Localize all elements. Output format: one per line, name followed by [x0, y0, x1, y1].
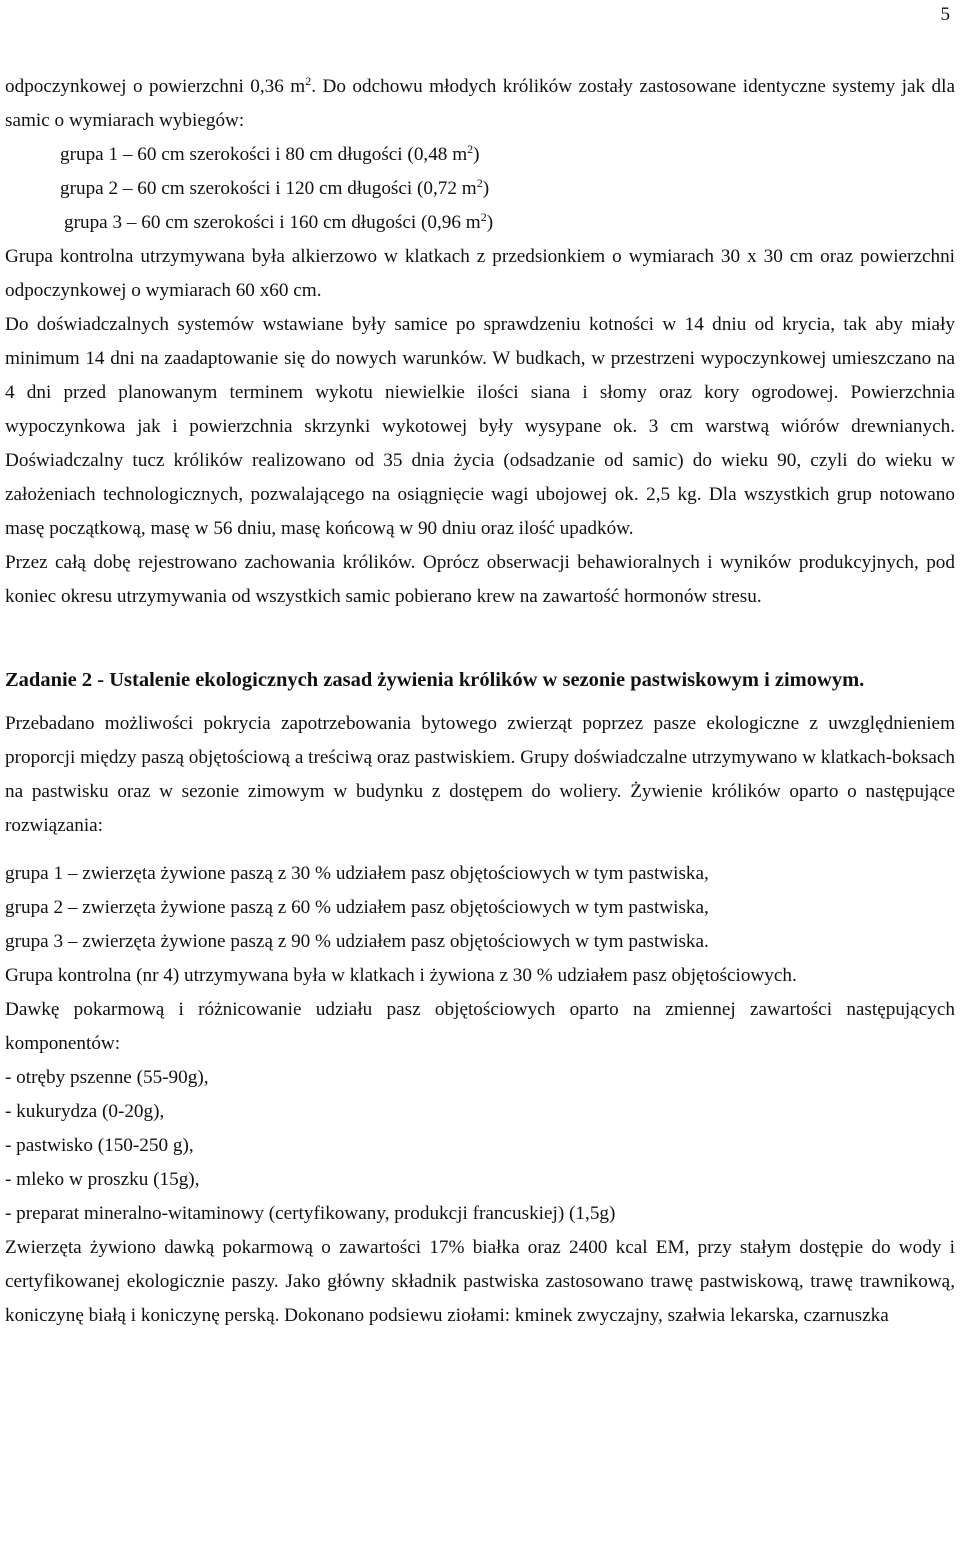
paragraph-ration-intro: Dawkę pokarmową i różnicowanie udziału pasz objętościowych oparto na zmiennej zawartości następujących komponentów:	[5, 999, 955, 1054]
paragraph-feeding-intro: Przebadano możliwości pokrycia zapotrzebowania bytowego zwierząt poprzez pasze ekologiczne z uwzględnieniem proporcji między paszą objętościową a treściwą oraz pastwiskiem. Grupy doświadczalne utrzymywano w klatkach-boksach na pastwisku oraz w sezonie zimowym w budynku z dostępem do woliery. Żywienie królików oparto o następujące rozwiązania:	[5, 713, 955, 836]
list-item: grupa 2 – zwierzęta żywione paszą z 60 % udziałem pasz objętościowych w tym pastwiska,	[5, 897, 709, 918]
list-item: - preparat mineralno-witaminowy (certyfikowany, produkcji francuskiej) (1,5g)	[5, 1203, 616, 1224]
paragraph-control-group: Grupa kontrolna utrzymywana była alkierzowo w klatkach z przedsionkiem o wymiarach 30 x 30 cm oraz powierzchni odpoczynkowej o wymiarach 60 x60 cm.	[5, 246, 955, 301]
section-heading: Zadanie 2 - Ustalenie ekologicznych zasad żywienia królików w sezonie pastwiskowym i zimowym.	[5, 669, 865, 691]
spacer	[5, 614, 955, 664]
list-item: - kukurydza (0-20g),	[5, 1101, 165, 1122]
list-item: grupa 2 – 60 cm szerokości i 120 cm długości (0,72 $m^2$)	[60, 176, 490, 199]
list-item: - pastwisko (150-250 g),	[5, 1135, 194, 1156]
list-item: - otręby pszenne (55-90g),	[5, 1067, 209, 1088]
enclosure-group-list	[5, 138, 955, 240]
superscript: 2	[305, 74, 312, 88]
list-item: grupa 3 – zwierzęta żywione paszą z 90 % udziałem pasz objętościowych w tym pastwiska.	[5, 931, 709, 952]
list-item: grupa 1 – 60 cm szerokości i 80 cm długości (0,48 $m^2$)	[60, 142, 480, 165]
paragraph-closing: Zwierzęta żywiono dawką pokarmową o zawartości 17% białka oraz 2400 kcal EM, przy stałym dostępie do wody i certyfikowanej ekologicznie paszy. Jako główny składnik pastwiska zastosowano trawę pastwiskową, trawę trawnikową, koniczynę białą i koniczynę perską. Dokonano podsiewu ziołami: kminek zwyczajny, szałwia lekarska, czarnuszka	[5, 1237, 955, 1326]
page-number: 5	[940, 4, 950, 25]
paragraph-intro	[5, 70, 955, 138]
component-list	[5, 1061, 955, 1231]
intro-text-continued: . Do odchowu młodych królików zostały zastosowane identyczne systemy jak dla samic o wymiarach wybiegów:	[5, 76, 955, 131]
paragraph-control-feeding: Grupa kontrolna (nr 4) utrzymywana była w klatkach i żywiona z 30 % udziałem pasz objętościowych.	[5, 965, 797, 986]
list-item: grupa 3 – 60 cm szerokości i 160 cm długości (0,96 $m^2$)	[64, 210, 494, 233]
feeding-group-list	[5, 857, 955, 959]
list-item: - mleko w proszku (15g),	[5, 1169, 200, 1190]
document-body	[5, 70, 955, 1333]
paragraph-behaviour: Przez całą dobę rejestrowano zachowania królików. Oprócz obserwacji behawioralnych i wyników produkcyjnych, pod koniec okresu utrzymywania od wszystkich samic pobierano krew na zawartość hormonów stresu.	[5, 552, 955, 607]
list-item: grupa 1 – zwierzęta żywione paszą z 30 % udziałem pasz objętościowych w tym pastwiska,	[5, 863, 709, 884]
spacer	[5, 697, 955, 707]
spacer	[5, 843, 955, 857]
intro-text: odpoczynkowej o powierzchni 0,36 m	[5, 76, 306, 97]
paragraph-experimental-systems: Do doświadczalnych systemów wstawiane były samice po sprawdzeniu kotności w 14 dniu od krycia, tak aby miały minimum 14 dni na zaadaptowanie się do nowych warunków. W budkach, w przestrzeni wypoczynkowej umieszczano na 4 dni przed planowanym terminem wykotu niewielkie ilości siana i słomy oraz kory ogrodowej. Powierzchnia wypoczynkowa jak i powierzchnia skrzynki wykotowej były wysypane ok. 3 cm warstwą wiórów drewnianych. Doświadczalny tucz królików realizowano od 35 dnia życia (odsadzanie od samic) do wieku 90, czyli do wieku w założeniach technologicznych, pozwalającego na osiągnięcie wagi ubojowej ok. 2,5 kg. Dla wszystkich grup notowano masę początkową, masę w 56 dniu, masę końcową w 90 dniu oraz ilość upadków.	[5, 314, 955, 539]
